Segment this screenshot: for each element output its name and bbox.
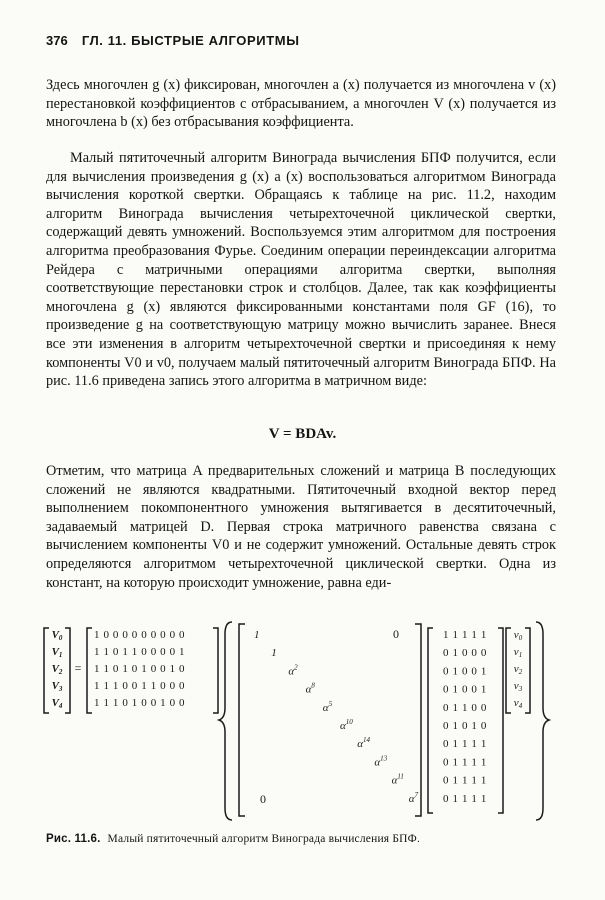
diagonal-entry: $\alpha^8$	[305, 681, 315, 696]
figure-matrix-algorithm	[32, 610, 572, 830]
output-vector-entry: V4	[51, 697, 63, 710]
input-vector-entry: v0	[513, 629, 523, 642]
diagonal-entry: $\alpha^{13}$	[374, 754, 388, 769]
matrix-a-row: 0 1 1 1 1	[443, 756, 487, 769]
diagonal-entry: 1	[254, 629, 260, 641]
matrix-a-row: 0 1 1 0 0	[443, 701, 487, 714]
diagonal-entry: $\alpha^5$	[322, 699, 333, 714]
matrix-b-row: 1 1 0 1 1 0 0 0 0 1	[94, 646, 186, 658]
paragraph-1: Здесь многочлен g (x) фиксирован, многочлен a (x) получается из многочлена v (x) перестановкой коэффициентов с отбрасыванием, а многочлен V (x) получается из многочлена b (x) без отбрасывания коэффициента.	[46, 77, 556, 131]
diagonal-zero-lower: 0	[260, 792, 266, 806]
matrix-equation: V = BDAv.	[268, 426, 337, 442]
diagonal-entry: 1	[271, 647, 277, 660]
matrix-a-row: 0 1 1 1 1	[443, 738, 487, 751]
paragraph-3: Отметим, что матрица A предварительных сложений и матрица B последующих сложений не являются квадратными. Пятиточечный входной вектор перед выполнением покомпонентного умножения вытягивается в десятиточечный, задаваемый матрицей D. Первая строка матричного равенства связана с вычислением компоненты V0 и не содержит умножений. Остальные девять строк определяются алгоритмом четырехточечной циклической свертки. Одна из констант, на которую происходит умножение, равна еди-	[46, 463, 556, 591]
figure-caption	[46, 833, 566, 845]
matrix-a-row: 0 1 0 0 0	[443, 647, 487, 660]
caption-label: Рис. 11.6.	[46, 833, 101, 845]
caption-text: Малый пятиточечный алгоритм Винограда вычисления БПФ.	[107, 833, 421, 845]
diagonal-entry: $\alpha^{11}$	[391, 772, 404, 787]
matrix-b-row: 1 1 1 0 1 0 0 1 0 0	[94, 697, 186, 709]
output-vector-entry: V1	[51, 646, 63, 659]
output-vector-entry: V2	[51, 663, 63, 676]
input-vector-entry: v4	[513, 697, 523, 710]
diagonal-zero-upper: 0	[393, 627, 399, 641]
equals-sign: =	[74, 661, 82, 675]
diagonal-entry: $\alpha^7$	[408, 790, 419, 805]
output-vector-entry: V0	[51, 629, 63, 642]
matrix-b-row: 1 1 1 0 0 1 1 0 0 0	[94, 680, 186, 692]
paragraph-2: Малый пятиточечный алгоритм Винограда вычисления БПФ получится, если для вычисления произведения g (x) a (x) воспользоваться алгоритмом Винограда вычисления короткой свертки. Обращаясь к таблице на рис. 11.2, находим алгоритм Винограда вычисления четырехточечной циклической свертки, содержащий девять умножений. Воспользуемся этим алгоритмом для построения алгоритма преобразования Фурье. Соединим операции переиндексации алгоритма Рейдера с матричными операциями алгоритма свертки, выполняя соответствующие перестановки строк и столбцов. Далее, так как коэффициенты многочлена g (x) являются фиксированными константами поля GF (16), то произведение g на соответствующую матрицу можно вычислить заранее. Внеся все эти изменения в алгоритм четырехточечной свертки и присоединяя к нему компоненты V0 и v0, получаем малый пятиточечный алгоритм Винограда БПФ. На рис. 11.6 приведена запись этого алгоритма в матричном виде:	[46, 150, 556, 390]
running-header	[46, 33, 300, 48]
matrix-a-row: 0 1 1 1 1	[443, 774, 487, 787]
matrix-b-row: 1 1 0 1 0 1 0 0 1 0	[94, 663, 186, 675]
matrix-a-row: 0 1 0 0 1	[443, 683, 487, 696]
matrix-b-row: 1 0 0 0 0 0 0 0 0 0	[94, 629, 186, 641]
diagonal-entry: $\alpha^{14}$	[357, 736, 370, 751]
input-vector-entry: v2	[513, 663, 523, 676]
input-vector-entry: v1	[513, 646, 523, 659]
input-vector-entry: v3	[513, 680, 523, 693]
output-vector-entry: V3	[51, 680, 63, 693]
page-number: 376	[46, 33, 68, 48]
matrix-a-row: 1 1 1 1 1	[443, 629, 487, 641]
diagonal-entry: $\alpha^{10}$	[340, 718, 353, 732]
matrix-a-row: 0 1 0 0 1	[443, 665, 487, 678]
diagonal-entry: $\alpha^2$	[288, 663, 298, 678]
chapter-title: ГЛ. 11. БЫСТРЫЕ АЛГОРИТМЫ	[81, 33, 300, 48]
matrix-a-row: 0 1 1 1 1	[443, 792, 487, 805]
matrix-a-row: 0 1 0 1 0	[443, 720, 487, 732]
